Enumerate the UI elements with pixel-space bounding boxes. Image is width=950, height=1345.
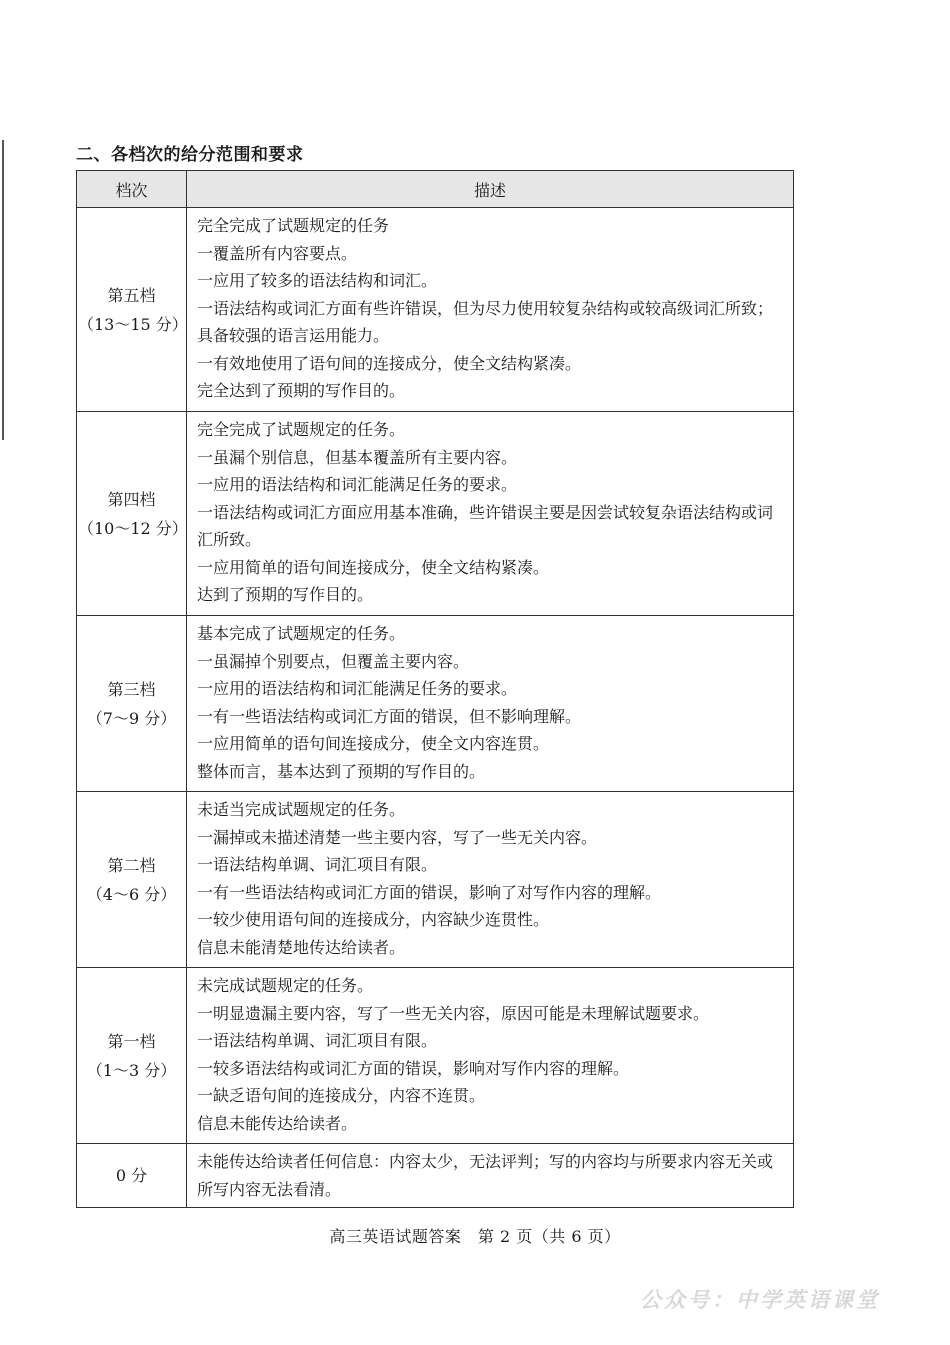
level-name: 0 分 xyxy=(115,1166,148,1185)
level-name: 第二档 xyxy=(107,855,156,875)
level-name: 第五档 xyxy=(107,285,156,305)
description-line: 一有一些语法结构或词汇方面的错误，但不影响理解。 xyxy=(197,706,582,726)
description-line: 基本完成了试题规定的任务。 xyxy=(197,624,406,643)
page-footer: 高三英语试题答案 第 2 页（共 6 页） xyxy=(329,1227,621,1246)
description-line: 一应用了较多的语法结构和词汇。 xyxy=(197,271,438,290)
level-name: 第四档 xyxy=(107,489,156,509)
description-line: 一应用简单的语句间连接成分，使全文内容连贯。 xyxy=(197,734,550,753)
header-level: 档次 xyxy=(77,171,187,208)
description-cell xyxy=(187,208,794,412)
description-line: 达到了预期的写作目的。 xyxy=(197,585,374,604)
description-line: 一虽漏个别信息，但基本覆盖所有主要内容。 xyxy=(197,447,518,467)
level-cell xyxy=(77,792,187,968)
description-line: 一较少使用语句间的连接成分，内容缺少连贯性。 xyxy=(197,910,550,929)
description-line: 一应用的语法结构和词汇能满足任务的要求。 xyxy=(197,475,518,494)
description-line: 信息未能清楚地传达给读者。 xyxy=(197,937,406,957)
description-line: 未适当完成试题规定的任务。 xyxy=(197,800,406,819)
level-cell xyxy=(77,968,187,1144)
table-row xyxy=(77,1144,794,1208)
table-row xyxy=(77,208,794,412)
description-cell xyxy=(187,412,794,616)
description-line: 整体而言，基本达到了预期的写作目的。 xyxy=(197,761,486,781)
description-line: 一应用简单的语句间连接成分，使全文结构紧凑。 xyxy=(197,557,550,577)
description-line: 未完成试题规定的任务。 xyxy=(197,976,374,995)
header-description: 描述 xyxy=(187,171,794,208)
description-line: 完全达到了预期的写作目的。 xyxy=(197,381,406,400)
level-name: 第三档 xyxy=(107,679,156,699)
description-cell xyxy=(187,968,794,1144)
level-range: （13～15 分） xyxy=(78,314,188,334)
description-line: 一语法结构单调、词汇项目有限。 xyxy=(197,855,438,874)
description-line: 一漏掉或未描述清楚一些主要内容，写了一些无关内容。 xyxy=(197,827,598,847)
description-line: 一语法结构或词汇方面应用基本准确，些许错误主要是因尝试较复杂语法结构或词汇所致。 xyxy=(197,502,774,549)
table-row xyxy=(77,616,794,792)
description-line: 一缺乏语句间的连接成分，内容不连贯。 xyxy=(197,1086,486,1105)
description-cell xyxy=(187,792,794,968)
table-row xyxy=(77,968,794,1144)
description-cell xyxy=(187,616,794,792)
description-line: 一较多语法结构或词汇方面的错误，影响对写作内容的理解。 xyxy=(197,1058,630,1078)
level-cell xyxy=(77,208,187,412)
description-line: 一应用的语法结构和词汇能满足任务的要求。 xyxy=(197,679,518,698)
table-header-row xyxy=(77,171,794,208)
description-line: 一明显遗漏主要内容，写了一些无关内容，原因可能是未理解试题要求。 xyxy=(197,1003,710,1023)
section-title: 二、各档次的给分范围和要求 xyxy=(76,145,304,165)
watermark: 公众号：中学英语课堂 xyxy=(640,1288,880,1312)
description-line: 一语法结构或词汇方面有些许错误，但为尽力使用较复杂结构或较高级词汇所致；具备较强的语言运用能力。 xyxy=(197,298,774,345)
level-range: （4～6 分） xyxy=(86,884,177,904)
description-line: 一语法结构单调、词汇项目有限。 xyxy=(197,1031,438,1050)
description-line: 完全完成了试题规定的任务 xyxy=(197,216,390,235)
description-line: 完全完成了试题规定的任务。 xyxy=(197,420,406,439)
level-range: （7～9 分） xyxy=(86,708,177,728)
description-line: 一有一些语法结构或词汇方面的错误，影响了对写作内容的理解。 xyxy=(197,882,662,902)
description-line: 一覆盖所有内容要点。 xyxy=(197,243,358,263)
description-cell xyxy=(187,1144,794,1208)
table-row xyxy=(77,412,794,616)
level-cell xyxy=(77,616,187,792)
table-row xyxy=(77,792,794,968)
level-cell xyxy=(77,1144,187,1208)
level-range: （10～12 分） xyxy=(78,518,188,538)
page-left-rule xyxy=(2,140,4,440)
level-name: 第一档 xyxy=(107,1031,156,1051)
description-line: 未能传达给读者任何信息：内容太少，无法评判；写的内容均与所要求内容无关或所写内容无法看清。 xyxy=(197,1152,774,1199)
description-line: 一有效地使用了语句间的连接成分，使全文结构紧凑。 xyxy=(197,353,582,373)
grading-table xyxy=(76,170,794,1208)
description-line: 一虽漏掉个别要点，但覆盖主要内容。 xyxy=(197,651,470,671)
level-cell xyxy=(77,412,187,616)
description-line: 信息未能传达给读者。 xyxy=(197,1113,358,1133)
level-range: （1～3 分） xyxy=(86,1060,177,1080)
